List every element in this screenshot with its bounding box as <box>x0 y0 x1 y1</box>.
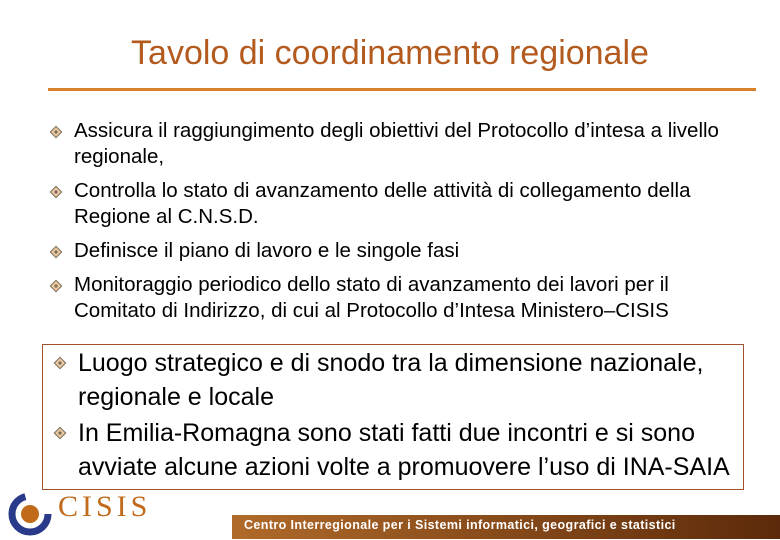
diamond-bullet-icon <box>48 244 64 260</box>
highlight-bullet-list <box>52 346 742 486</box>
bullet-text: Monitoraggio periodico dello stato di avanzamento dei lavori per il Comitato di Indirizzo, di cui al Protocollo d’Intesa Ministero–CISIS <box>74 273 669 322</box>
diamond-bullet-icon <box>52 355 68 371</box>
highlight-bullet-text: Luogo strategico e di snodo tra la dimensione nazionale, regionale e locale <box>78 349 704 411</box>
diamond-bullet-icon <box>48 278 64 294</box>
footer-tagline: Centro Interregionale per i Sistemi informatici, geografici e statistici <box>244 518 676 532</box>
bullet-list <box>48 118 728 332</box>
slide-title: Tavolo di coordinamento regionale <box>131 34 649 72</box>
diamond-bullet-icon <box>48 124 64 140</box>
bullet-text: Controlla lo stato di avanzamento delle attività di collegamento della Regione al C.N.S.D. <box>74 179 691 228</box>
diamond-bullet-icon <box>52 425 68 441</box>
highlight-bullet-text: In Emilia-Romagna sono stati fatti due incontri e si sono avviate alcune azioni volte a promuovere l’uso di INA-SAIA <box>78 419 730 481</box>
bullet-item <box>48 272 728 324</box>
bullet-text: Assicura il raggiungimento degli obiettivi del Protocollo d’intesa a livello regionale, <box>74 119 719 168</box>
bullet-text: Definisce il piano di lavoro e le singole fasi <box>74 239 460 262</box>
highlight-bullet-item <box>52 416 742 484</box>
bullet-item <box>48 238 728 264</box>
bullet-item <box>48 178 728 230</box>
logo-text: CISIS <box>58 490 152 523</box>
diamond-bullet-icon <box>48 184 64 200</box>
bullet-item <box>48 118 728 170</box>
highlight-bullet-item <box>52 346 742 414</box>
title-divider <box>48 88 756 91</box>
